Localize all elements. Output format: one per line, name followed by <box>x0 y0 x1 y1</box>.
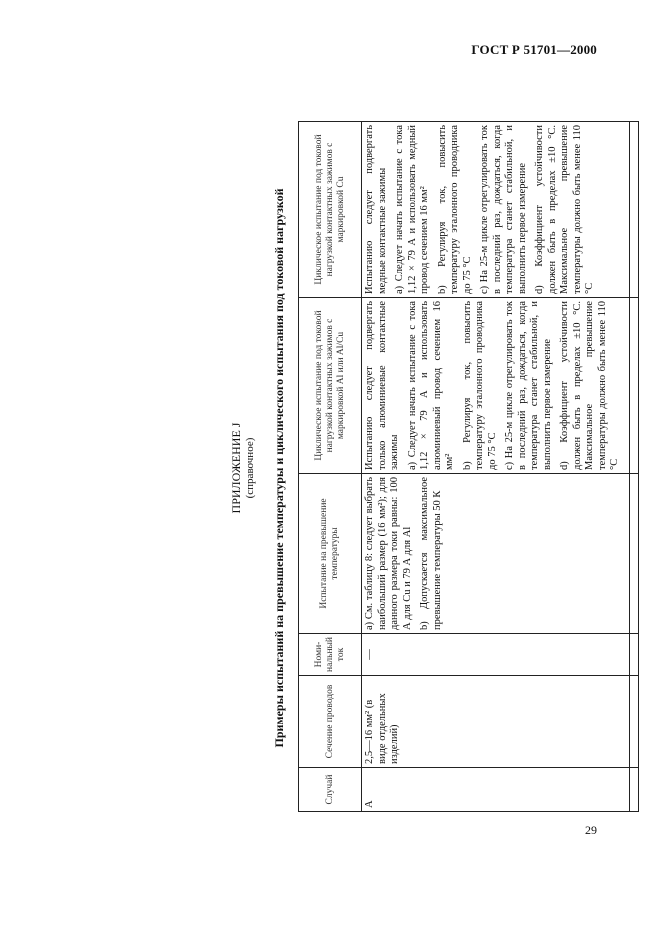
column-header: Циклическое испытание под токовой нагрузкой контактных зажимов с маркировкой Al или Al/Cu <box>299 298 362 474</box>
appendix-subtitle: (справочное) <box>244 437 256 499</box>
section-cell: 2,5—16 мм² (в виде отдельных изделий) <box>362 676 630 768</box>
column-header: Сечение проводов <box>299 676 362 768</box>
table-header-row <box>299 122 362 812</box>
table-row <box>362 122 630 812</box>
cycle-test-al-cell <box>362 298 630 474</box>
cycle-al-item: d) Коэффициент устойчивости должен быть в пределах ±10 °С. Максимальное превышение температуры должно быть менее 110 °С <box>559 301 620 470</box>
rated-current-cell: — <box>362 634 630 676</box>
cycle-cu-item: c) На 25-м цикле отрегулировать ток в последний раз, дождаться, когда температура станет стабильной, и выполнить первое измерение <box>479 125 528 294</box>
cycle-al-item: b) Регулируя ток, повысить температуру эталонного проводника до 75 °С <box>461 301 498 470</box>
column-header: Циклическое испытание под токовой нагрузкой контактных зажимов с маркировкой Cu <box>299 122 362 298</box>
appendix-title: ПРИЛОЖЕНИЕ J <box>229 422 243 514</box>
column-header: Испытание на превышение температуры <box>299 474 362 634</box>
cycle-cu-item: d) Коэффициент устойчивости должен быть в пределах ±10 °С. Максимальное превышение температуры должно быть менее 110 °С <box>534 125 595 294</box>
page-number: 29 <box>585 823 597 837</box>
cycle-cu-item: b) Регулируя ток, повысить температуру эталонного проводника до 75 °С <box>436 125 473 294</box>
temp-test-item: a) См. таблицу 8: следует выбрать наибольший размер (16 мм²); для данного размера токи равны: 100 А для Cu и 79 А для Al <box>364 477 413 630</box>
table-bottom-row <box>629 122 638 812</box>
column-header: Случай <box>299 768 362 812</box>
temp-test-item: b) Допускается максимальное превышение температуры 50 К <box>419 477 443 630</box>
rotated-page-content <box>230 118 630 818</box>
case-cell: A <box>362 768 630 812</box>
column-header: Номи-нальный ток <box>299 634 362 676</box>
cycle-al-item: c) На 25-м цикле отрегулировать ток в последний раз, дождаться, когда температура станет стабильной, и выполнить первое измерение <box>504 301 553 470</box>
cycle-al-item: a) Следует начать испытание с тока 1,12 × 79 А и использовать алюминиевый провод сечением 16 мм² <box>406 301 455 470</box>
cycle-cu-item: a) Следует начать испытание с тока 1,12 × 79 А и использовать медный провод сечением 16 мм² <box>394 125 430 294</box>
document-code: ГОСТ Р 51701—2000 <box>471 42 597 57</box>
cycle-al-item: Испытанию следует подвергать только алюминиевые контактные зажимы <box>364 301 400 470</box>
cycle-cu-item: Испытанию следует подвергать медные контактные зажимы <box>364 125 388 294</box>
temperature-test-cell <box>362 474 630 634</box>
cycle-test-cu-cell <box>362 122 630 298</box>
table-title: Примеры испытаний на превышение температуры и циклического испытания под токовой нагрузкой <box>272 188 286 748</box>
test-examples-table <box>298 121 639 812</box>
